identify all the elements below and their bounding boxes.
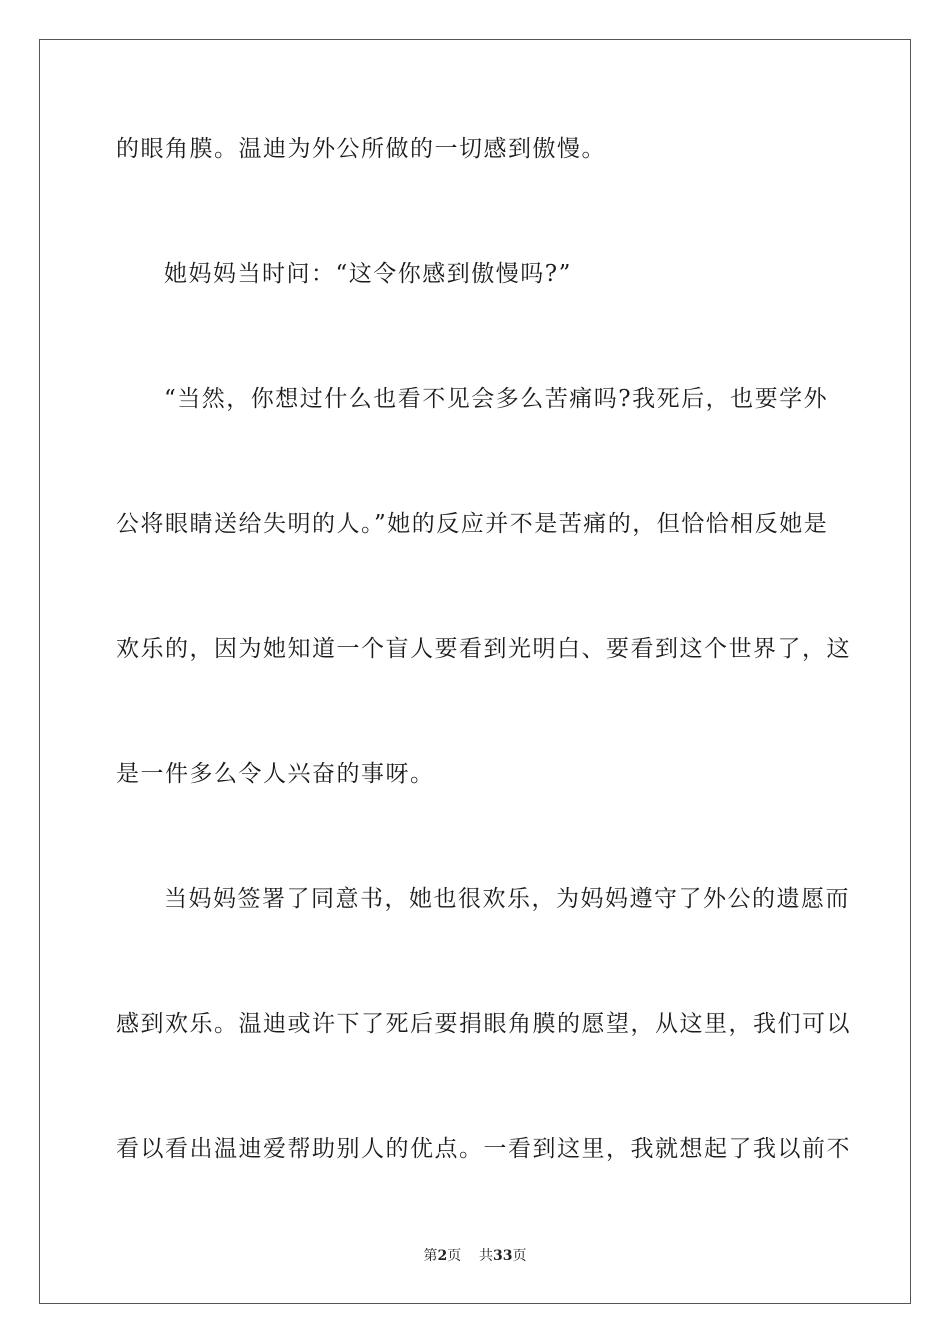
body-line-7: 当妈妈签署了同意书，她也很欢乐，为妈妈遵守了外公的遗愿而: [164, 886, 850, 912]
page-number: 2: [437, 1248, 448, 1264]
body-line-9: 看以看出温迪爱帮助别人的优点。一看到这里，我就想起了我以前不: [116, 1136, 851, 1162]
total-suffix: 页: [512, 1248, 527, 1264]
page-prefix: 第: [423, 1248, 438, 1264]
body-line-1: 的眼角膜。温迪为外公所做的一切感到傲慢。: [116, 136, 606, 162]
body-line-5: 欢乐的，因为她知道一个盲人要看到光明白、要看到这个世界了，这: [116, 636, 851, 662]
page-suffix: 页: [447, 1248, 462, 1264]
page-footer: [0, 1246, 950, 1266]
total-pages: 33: [493, 1248, 513, 1264]
body-line-6: 是一件多么令人兴奋的事呀。: [116, 761, 435, 787]
page-border: [39, 39, 911, 1304]
body-line-3: “当然，你想过什么也看不见会多么苦痛吗?我死后，也要学外: [164, 386, 829, 412]
body-line-2: 她妈妈当时问：“这令你感到傲慢吗?”: [164, 261, 572, 287]
body-line-4: 公将眼睛送给失明的人。”她的反应并不是苦痛的，但恰恰相反她是: [116, 511, 829, 537]
total-prefix: 共: [479, 1248, 494, 1264]
body-line-8: 感到欢乐。温迪或许下了死后要捐眼角膜的愿望，从这里，我们可以: [116, 1011, 851, 1037]
